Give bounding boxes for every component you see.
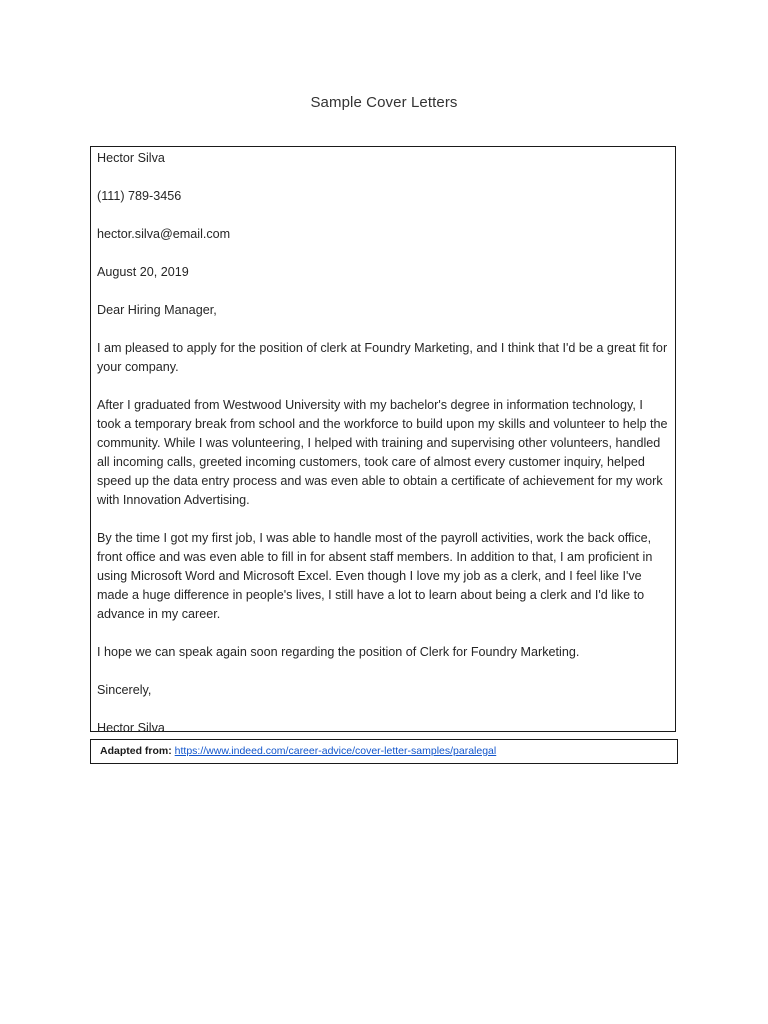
source-attribution-box [90,739,678,764]
letter-date: August 20, 2019 [97,265,189,279]
letter-paragraph: By the time I got my first job, I was able to handle most of the payroll activities, work the back office, front office and was even able to fill in for absent staff members. In addition to that, I am proficient in using Microsoft Word and Microsoft Excel. Even though I love my job as a clerk, and I feel like I've made a huge difference in people's lives, I still have a lot to learn about being a clerk and I'd like to advance in my career. [97,531,653,621]
signature-name: Hector Silva [97,721,165,735]
closing: Sincerely, [97,683,152,697]
sender-email: hector.silva@email.com [97,227,231,241]
letter-paragraph: I hope we can speak again soon regarding the position of Clerk for Foundry Marketing. [97,645,580,659]
cover-letter-box [90,146,676,735]
page-title: Sample Cover Letters [310,94,458,111]
sender-name: Hector Silva [97,151,165,165]
letter-paragraph: I am pleased to apply for the position of clerk at Foundry Marketing, and I think that I'd be a great fit for your company. [97,341,668,374]
sender-phone: (111) 789-3456 [97,189,182,203]
source-label: Adapted from: [100,745,172,757]
salutation: Dear Hiring Manager, [97,303,217,317]
letter-paragraph: After I graduated from Westwood University with my bachelor's degree in information technology, I took a temporary break from school and the workforce to build upon my skills and volunteer to help the community. While I was volunteering, I helped with training and supervising other volunteers, handled all incoming calls, greeted incoming customers, took care of almost every customer inquiry, helped speed up the data entry process and was even able to obtain a certificate of achievement for my work with Innovation Advertising. [97,398,668,507]
source-link[interactable]: https://www.indeed.com/career-advice/cover-letter-samples/paralegal [174,745,497,757]
